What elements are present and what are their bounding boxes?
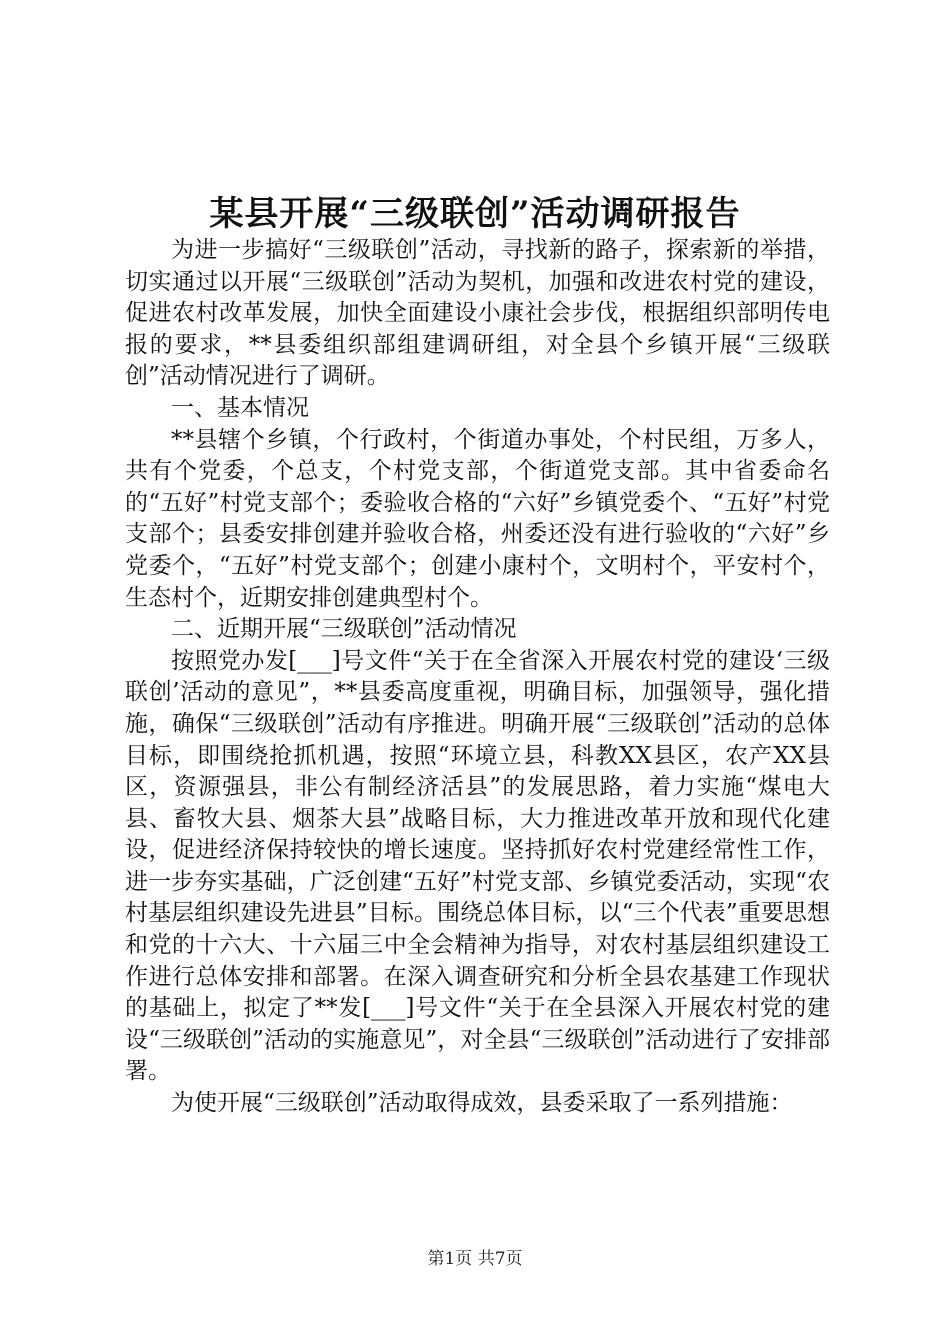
document-title: 某县开展“三级联创”活动调研报告 bbox=[209, 194, 741, 234]
intro-paragraph: 为进一步搞好“三级联创”活动，寻找新的路子，探索新的举措，切实通过以开展“三级联创”活动为契机，加强和改进农村党的建设，促进农村改革发展，加快全面建设小康社会步伐，根据组织部明传电报的要求，**县委组织部组建调研组，对全县个乡镇开展“三级联创”活动情况进行了调研。 bbox=[125, 237, 830, 390]
basic-situation-paragraph: **县辖个乡镇，个行政村，个街道办事处，个村民组，万多人，共有个党委，个总支，个村党支部，个街道党支部。其中省委命名的“五好”村党支部个；委验收合格的“六好”乡镇党委个、“五好”村党支部个；县委安排创建并验收合格，州委还没有进行验收的“六好”乡党委个，“五好”村党支部个；创建小康村个，文明村个，平安村个，生态村个，近期安排创建典型村个。 bbox=[125, 426, 830, 611]
measures-intro-paragraph: 为使开展“三级联创”活动取得成效，县委采取了一系列措施： bbox=[171, 1090, 793, 1117]
section-heading-recent-activities: 二、近期开展“三级联创”活动情况 bbox=[171, 616, 517, 643]
recent-activities-paragraph: 按照党办发[___]号文件“关于在全省深入开展农村党的建设‘三级联创’活动的意见”，**县委高度重视，明确目标，加强领导，强化措施，确保“三级联创”活动有序推进。明确开展“三级联创”活动的总体目标，即围绕抢抓机遇，按照“环境立县，科教XX县区，农产XX县区，资源强县，非公有制经济活县”的发展思路，着力实施“煤电大县、畜牧大县、烟茶大县”战略目标，大力推进改革开放和现代化建设，促进经济保持较快的增长速度。坚持抓好农村党建经常性工作，进一步夯实基础，广泛创建“五好”村党支部、乡镇党委活动，实现“农村基层组织建设先进县”目标。围绕总体目标，以“三个代表”重要思想和党的十六大、十六届三中全会精神为指导，对农村基层组织建设工作进行总体安排和部署。在深入调查研究和分析全县农基建工作现状的基础上，拟定了**发[___]号文件“关于在全县深入开展农村党的建设“三级联创”活动的实施意见”，对全县“三级联创”活动进行了安排部署。 bbox=[125, 647, 830, 1085]
page-number-footer: 第1页 共7页 bbox=[427, 1249, 523, 1269]
document-body bbox=[125, 235, 830, 1120]
section-heading-basic-situation: 一、基本情况 bbox=[171, 394, 309, 421]
